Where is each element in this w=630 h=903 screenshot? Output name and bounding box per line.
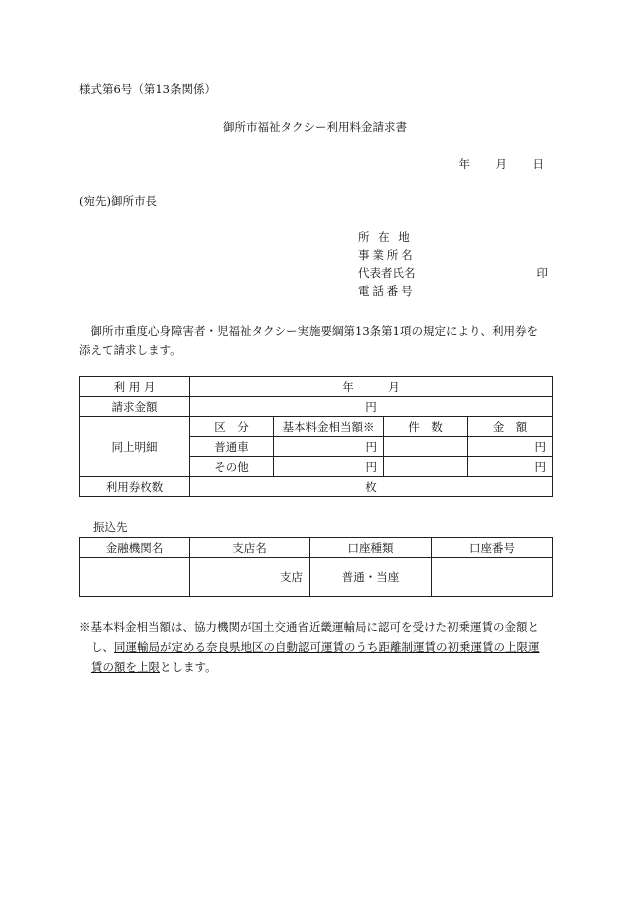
- claim-amount-label: 請求金額: [80, 397, 190, 417]
- note-line-3-underlined: 賃の額を上限: [91, 660, 160, 674]
- base-fare-unit: 円: [274, 457, 384, 477]
- form-number: 様式第6号（第13条関係）: [79, 82, 216, 96]
- phone-label: 電話番号: [358, 284, 416, 298]
- table-row: [80, 558, 553, 597]
- date-line: [406, 156, 544, 172]
- col-count: 件 数: [384, 417, 468, 437]
- category-regular: 普通車: [190, 437, 274, 457]
- business-name-label: 事業所名: [358, 248, 416, 262]
- ticket-count-unit: 枚: [190, 477, 553, 497]
- applicant-block: [358, 228, 548, 300]
- col-base-fare: 基本料金相当額※: [274, 417, 384, 437]
- col-category: 区 分: [190, 417, 274, 437]
- note-line-2-underlined: 同運輸局が定める奈良県地区の自動認可運賃のうち距離制運賃の初乗運賃の上限運: [114, 640, 540, 654]
- ticket-count-label: 利用券枚数: [80, 477, 190, 497]
- col-account-type: 口座種類: [310, 538, 432, 558]
- category-other: その他: [190, 457, 274, 477]
- date-month: 月: [495, 157, 507, 171]
- footnote: [79, 617, 551, 677]
- table-row: [80, 397, 553, 417]
- count-cell: [384, 437, 468, 457]
- address-label: 所在地: [358, 230, 419, 244]
- amount-unit: 円: [468, 437, 553, 457]
- seal-mark: 印: [536, 266, 548, 280]
- table-row: [80, 417, 553, 437]
- table-row: [80, 538, 553, 558]
- date-year: 年: [458, 157, 470, 171]
- note-line-2-plain: し、: [91, 640, 114, 654]
- transfer-label: 振込先: [93, 520, 128, 534]
- col-account-number: 口座番号: [432, 538, 553, 558]
- claim-amount-unit: 円: [190, 397, 553, 417]
- amount-unit: 円: [468, 457, 553, 477]
- note-line-3: [79, 657, 551, 677]
- page-title: 御所市福祉タクシー利用料金請求書: [223, 120, 407, 134]
- usage-month-label: 利 用 月: [80, 377, 190, 397]
- note-line-3-plain: とします。: [160, 660, 217, 674]
- bank-cell: [80, 558, 190, 597]
- claim-table: [79, 376, 553, 497]
- table-row: [80, 377, 553, 397]
- col-branch: 支店名: [190, 538, 310, 558]
- branch-suffix: 支店: [190, 558, 310, 597]
- account-number-cell: [432, 558, 553, 597]
- usage-month-value: 年 月: [190, 377, 553, 397]
- note-line-2: [79, 637, 551, 657]
- addressee: (宛先)御所市長: [79, 194, 157, 208]
- account-type-value: 普通・当座: [310, 558, 432, 597]
- bank-table: [79, 537, 553, 597]
- table-row: [80, 477, 553, 497]
- request-statement: 御所市重度心身障害者・児福祉タクシー実施要綱第13条第1項の規定により、利用券を添えて請求します。: [79, 324, 538, 357]
- detail-label: 同上明細: [80, 417, 190, 477]
- count-cell: [384, 457, 468, 477]
- col-bank: 金融機関名: [80, 538, 190, 558]
- date-day: 日: [532, 157, 544, 171]
- note-line-1: ※基本料金相当額は、協力機関が国土交通省近畿運輸局に認可を受けた初乗運賃の金額と: [79, 620, 539, 634]
- representative-label: 代表者氏名: [358, 266, 416, 280]
- base-fare-unit: 円: [274, 437, 384, 457]
- col-amount: 金 額: [468, 417, 553, 437]
